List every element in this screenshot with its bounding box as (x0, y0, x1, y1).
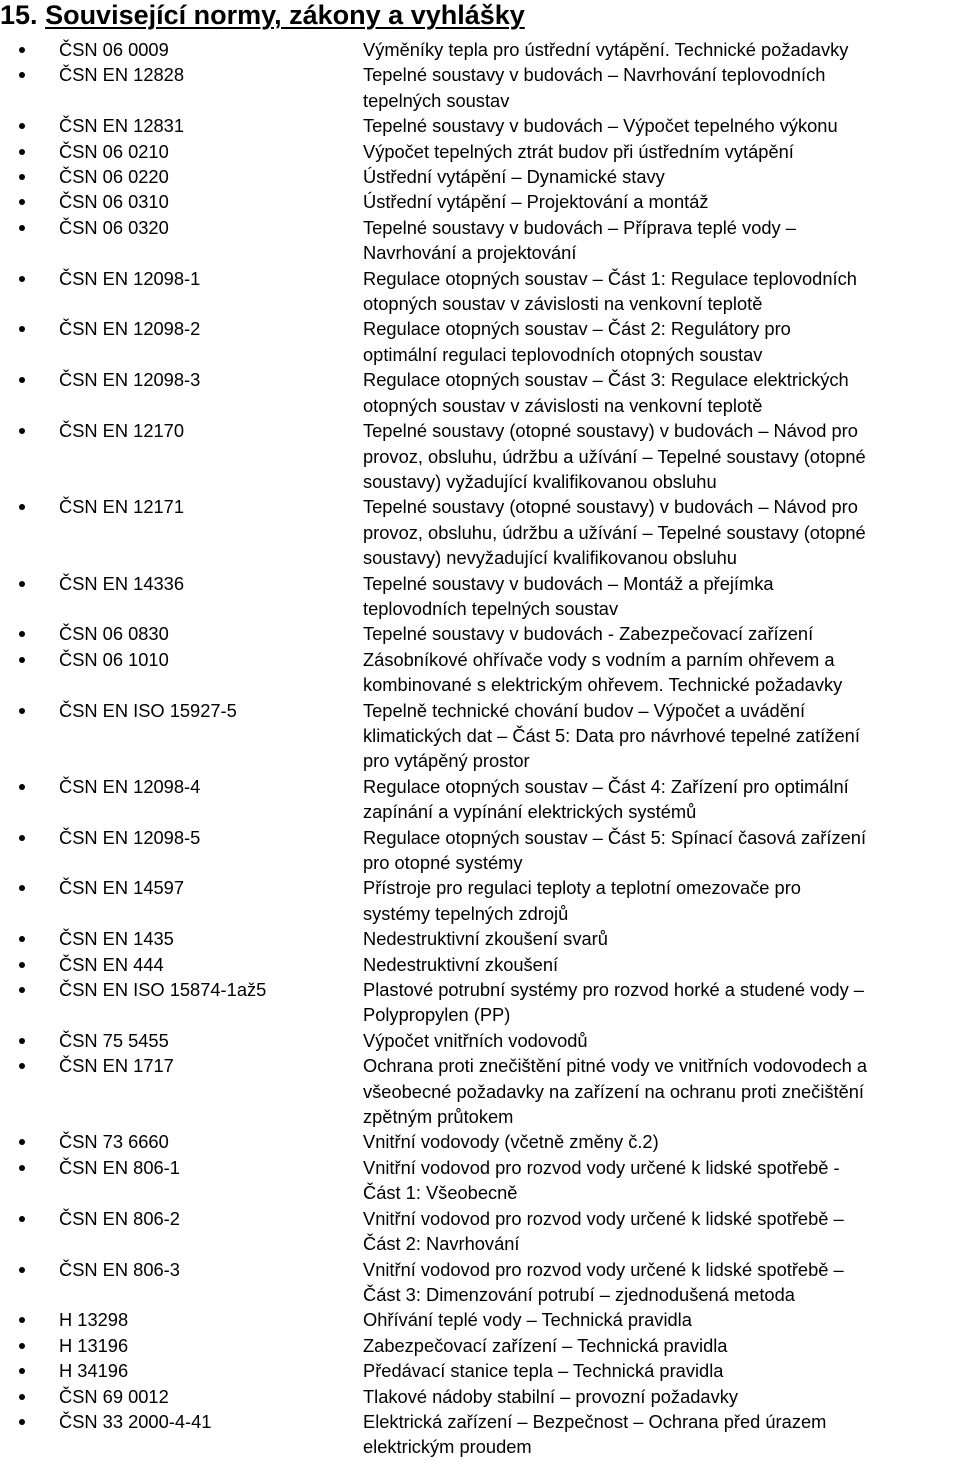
norm-description (363, 215, 960, 266)
norm-description-line: kombinované s elektrickým ohřevem. Technické požadavky (363, 674, 843, 696)
bullet-icon (19, 1368, 25, 1374)
norm-description-line: tepelných soustav (363, 89, 510, 111)
norm-item (0, 494, 960, 570)
bullet-icon (19, 123, 25, 129)
norm-description (363, 571, 960, 622)
norm-code: ČSN EN 12098-1 (59, 267, 201, 289)
bullet-icon (19, 276, 25, 282)
norm-description-line: soustavy) nevyžadující kvalifikovanou obsluhu (363, 547, 737, 569)
norm-item (0, 1028, 960, 1053)
bullet-icon (19, 225, 25, 231)
bullet-icon (19, 1343, 25, 1349)
norm-code: ČSN EN ISO 15874-1až5 (59, 979, 267, 1001)
norm-code: ČSN EN 14597 (59, 877, 184, 899)
norm-description-line: Elektrická zařízení – Bezpečnost – Ochrana před úrazem (363, 1410, 827, 1432)
norm-description-line: otopných soustav v závislosti na venkovní teplotě (363, 394, 763, 416)
norm-description-line: Tepelné soustavy v budovách – Navrhování teplovodních (363, 64, 826, 86)
norm-description-line: Zabezpečovací zařízení – Technická pravidla (363, 1334, 728, 1356)
norm-item (0, 621, 960, 646)
bullet-icon (19, 657, 25, 663)
norm-item (0, 1307, 960, 1332)
bullet-icon (19, 1139, 25, 1145)
norm-code: ČSN EN 12098-3 (59, 369, 201, 391)
norm-description (363, 774, 960, 825)
norm-description-line: Regulace otopných soustav – Část 5: Spínací časová zařízení (363, 826, 867, 848)
bullet-icon (19, 962, 25, 968)
bullet-icon (19, 885, 25, 891)
norm-description-line: Vnitřní vodovod pro rozvod vody určené k lidské spotřebě – (363, 1258, 844, 1280)
norm-description-line: Část 2: Navrhování (363, 1233, 520, 1255)
norm-description (363, 1409, 960, 1460)
norm-description-line: Tepelné soustavy v budovách – Příprava teplé vody – (363, 216, 796, 238)
norm-code: ČSN EN 806-1 (59, 1156, 180, 1178)
norm-description-line: Tepelné soustavy (otopné soustavy) v budovách – Návod pro (363, 420, 858, 442)
bullet-icon (19, 1267, 25, 1273)
norm-item (0, 977, 960, 1028)
norm-description-line: provoz, obsluhu, údržbu a užívání – Tepelné soustavy (otopné (363, 521, 866, 543)
norm-description-line: Ústřední vytápění – Projektování a montáž (363, 191, 709, 213)
norm-description-line: Tepelné soustavy (otopné soustavy) v budovách – Návod pro (363, 496, 858, 518)
norm-code: ČSN EN 12828 (59, 64, 184, 86)
norm-code: ČSN 33 2000-4-41 (59, 1410, 212, 1432)
norm-description-line: Ohřívání teplé vody – Technická pravidla (363, 1309, 692, 1331)
norm-description (363, 37, 960, 62)
norm-item (0, 1206, 960, 1257)
norm-code: ČSN EN 14336 (59, 572, 184, 594)
bullet-icon (19, 784, 25, 790)
norm-description-line: Přístroje pro regulaci teploty a teplotní omezovače pro (363, 877, 801, 899)
norm-description (363, 1257, 960, 1308)
norm-description-line: provoz, obsluhu, údržbu a užívání – Tepelné soustavy (otopné (363, 445, 866, 467)
norm-item (0, 952, 960, 977)
norm-code: H 13196 (59, 1334, 129, 1356)
norm-code: H 34196 (59, 1360, 129, 1382)
norm-description-line: soustavy) vyžadující kvalifikovanou obsluhu (363, 470, 717, 492)
norm-item (0, 926, 960, 951)
norm-description (363, 1358, 960, 1383)
bullet-icon (19, 377, 25, 383)
norm-code: ČSN EN ISO 15927-5 (59, 699, 237, 721)
norm-description (363, 1206, 960, 1257)
norm-description-line: Regulace otopných soustav – Část 4: Zařízení pro optimální (363, 775, 849, 797)
norm-code: ČSN EN 12171 (59, 496, 184, 518)
norm-description-line: Zásobníkové ohřívače vody s vodním a parním ohřevem a (363, 648, 835, 670)
norm-item (0, 825, 960, 876)
norm-description-line: Tepelně technické chování budov – Výpočet a uvádění (363, 699, 806, 721)
norm-description (363, 926, 960, 951)
bullet-icon (19, 1419, 25, 1425)
bullet-icon (19, 72, 25, 78)
norm-description-line: Vnitřní vodovod pro rozvod vody určené k lidské spotřebě - (363, 1156, 840, 1178)
norm-code: ČSN EN 12098-5 (59, 826, 201, 848)
bullet-icon (19, 149, 25, 155)
norm-item (0, 1333, 960, 1358)
norm-description (363, 113, 960, 138)
bullet-icon (19, 504, 25, 510)
norm-description-line: Ochrana proti znečištění pitné vody ve vnitřních vodovodech a (363, 1055, 868, 1077)
norm-description (363, 1333, 960, 1358)
norm-item (0, 1053, 960, 1129)
bullet-icon (19, 1394, 25, 1400)
norm-code: H 13298 (59, 1309, 129, 1331)
section-number: 15. (0, 0, 38, 30)
norm-description (363, 1053, 960, 1129)
norm-item (0, 164, 960, 189)
norm-code: ČSN 06 1010 (59, 648, 169, 670)
norm-description-line: Nedestruktivní zkoušení svarů (363, 928, 608, 950)
bullet-icon (19, 835, 25, 841)
bullet-icon (19, 47, 25, 53)
bullet-icon (19, 936, 25, 942)
norm-description-line: Regulace otopných soustav – Část 3: Regulace elektrických (363, 369, 849, 391)
norm-description-line: Část 3: Dimenzování potrubí – zjednodušená metoda (363, 1283, 795, 1305)
norm-description (363, 1028, 960, 1053)
bullet-icon (19, 1165, 25, 1171)
norm-description-line: Tlakové nádoby stabilní – provozní požadavky (363, 1385, 738, 1407)
norm-description-line: pro otopné systémy (363, 852, 523, 873)
norm-description (363, 1155, 960, 1206)
norm-description (363, 647, 960, 698)
norm-description (363, 698, 960, 774)
norm-code: ČSN 06 0220 (59, 166, 169, 188)
norm-description-line: Regulace otopných soustav – Část 1: Regulace teplovodních (363, 267, 857, 289)
bullet-icon (19, 199, 25, 205)
norm-description (363, 164, 960, 189)
norm-description-line: Ústřední vytápění – Dynamické stavy (363, 166, 665, 188)
norm-description (363, 875, 960, 926)
norm-code: ČSN 69 0012 (59, 1385, 169, 1407)
norm-description (363, 977, 960, 1028)
norm-item (0, 139, 960, 164)
bullet-icon (19, 708, 25, 714)
norm-description-line: Část 1: Všeobecně (363, 1182, 518, 1204)
norm-description-line: klimatických dat – Část 5: Data pro návrhové tepelné zatížení (363, 724, 860, 746)
bullet-icon (19, 428, 25, 434)
norm-description (363, 367, 960, 418)
norm-description-line: Vnitřní vodovody (včetně změny č.2) (363, 1131, 659, 1153)
norm-code: ČSN EN 806-3 (59, 1258, 180, 1280)
norm-code: ČSN EN 1435 (59, 928, 174, 950)
norm-description-line: Výpočet tepelných ztrát budov při ústředním vytápění (363, 140, 794, 162)
section-heading (0, 0, 525, 34)
norm-item (0, 774, 960, 825)
norm-code: ČSN 06 0830 (59, 623, 169, 645)
norm-code: ČSN 06 0320 (59, 216, 169, 238)
norm-description-line: optimální regulaci teplovodních otopných soustav (363, 343, 763, 365)
norm-description-line: zapínání a vypínání elektrických systémů (363, 801, 697, 823)
norm-description-line: Tepelné soustavy v budovách – Výpočet tepelného výkonu (363, 115, 838, 137)
bullet-icon (19, 1216, 25, 1222)
norm-description (363, 494, 960, 570)
norm-code: ČSN EN 444 (59, 953, 164, 975)
bullet-icon (19, 631, 25, 637)
bullet-icon (19, 1063, 25, 1069)
bullet-icon (19, 174, 25, 180)
norm-description-line: Výpočet vnitřních vodovodů (363, 1029, 588, 1051)
norm-code: ČSN 06 0210 (59, 140, 169, 162)
norm-item (0, 37, 960, 62)
norms-list (0, 37, 960, 1460)
norm-description-line: Tepelné soustavy v budovách – Montáž a přejímka (363, 572, 774, 594)
bullet-icon (19, 326, 25, 332)
norm-description (363, 266, 960, 317)
norm-description-line: zpětným průtokem (363, 1106, 514, 1128)
norm-item (0, 1384, 960, 1409)
norm-item (0, 1409, 960, 1460)
norm-code: ČSN EN 12170 (59, 420, 184, 442)
norm-description-line: Regulace otopných soustav – Část 2: Regulátory pro (363, 318, 791, 340)
norm-item (0, 367, 960, 418)
norm-description (363, 825, 960, 876)
norm-description (363, 316, 960, 367)
norm-item (0, 189, 960, 214)
norm-code: ČSN EN 12098-2 (59, 318, 201, 340)
norm-description (363, 952, 960, 977)
norm-description (363, 62, 960, 113)
norm-description (363, 139, 960, 164)
norm-code: ČSN 73 6660 (59, 1131, 169, 1153)
norm-item (0, 1358, 960, 1383)
norm-code: ČSN EN 1717 (59, 1055, 174, 1077)
norm-item (0, 1155, 960, 1206)
norm-description-line: všeobecné požadavky na zařízení na ochranu proti znečištění (363, 1080, 865, 1102)
norm-description (363, 418, 960, 494)
norm-description-line: Předávací stanice tepla – Technická pravidla (363, 1360, 724, 1382)
norm-item (0, 647, 960, 698)
norm-description-line: teplovodních tepelných soustav (363, 597, 619, 619)
norm-description-line: Polypropylen (PP) (363, 1004, 511, 1026)
norm-item (0, 875, 960, 926)
norm-code: ČSN EN 12098-4 (59, 775, 201, 797)
norm-description (363, 1307, 960, 1332)
norm-description-line: systémy tepelných zdrojů (363, 902, 569, 924)
norm-item (0, 215, 960, 266)
bullet-icon (19, 1038, 25, 1044)
norm-description-line: Plastové potrubní systémy pro rozvod horké a studené vody – (363, 979, 864, 1001)
norm-item (0, 418, 960, 494)
norm-item (0, 1129, 960, 1154)
norm-description-line: otopných soustav v závislosti na venkovní teplotě (363, 293, 763, 315)
norm-description-line: Tepelné soustavy v budovách - Zabezpečovací zařízení (363, 623, 814, 645)
norm-item (0, 698, 960, 774)
norm-item (0, 62, 960, 113)
norm-description (363, 1129, 960, 1154)
norm-description (363, 1384, 960, 1409)
norm-description (363, 621, 960, 646)
norm-item (0, 1257, 960, 1308)
norm-code: ČSN 06 0009 (59, 39, 169, 60)
norm-item (0, 266, 960, 317)
norm-description-line: Navrhování a projektování (363, 242, 577, 264)
norm-code: ČSN 75 5455 (59, 1029, 169, 1051)
norm-code: ČSN 06 0310 (59, 191, 169, 213)
section-title: Související normy, zákony a vyhlášky (45, 0, 525, 30)
norm-description-line: pro vytápěný prostor (363, 750, 530, 772)
norm-description-line: Nedestruktivní zkoušení (363, 953, 559, 975)
bullet-icon (19, 987, 25, 993)
norm-item (0, 316, 960, 367)
norm-code: ČSN EN 12831 (59, 115, 184, 137)
bullet-icon (19, 1317, 25, 1323)
bullet-icon (19, 581, 25, 587)
norm-description-line: Vnitřní vodovod pro rozvod vody určené k lidské spotřebě – (363, 1207, 844, 1229)
norm-description-line: Výměníky tepla pro ústřední vytápění. Technické požadavky (363, 39, 849, 60)
norm-item (0, 571, 960, 622)
norm-description (363, 189, 960, 214)
norm-code: ČSN EN 806-2 (59, 1207, 180, 1229)
norm-item (0, 113, 960, 138)
norm-description-line: elektrickým proudem (363, 1436, 532, 1458)
